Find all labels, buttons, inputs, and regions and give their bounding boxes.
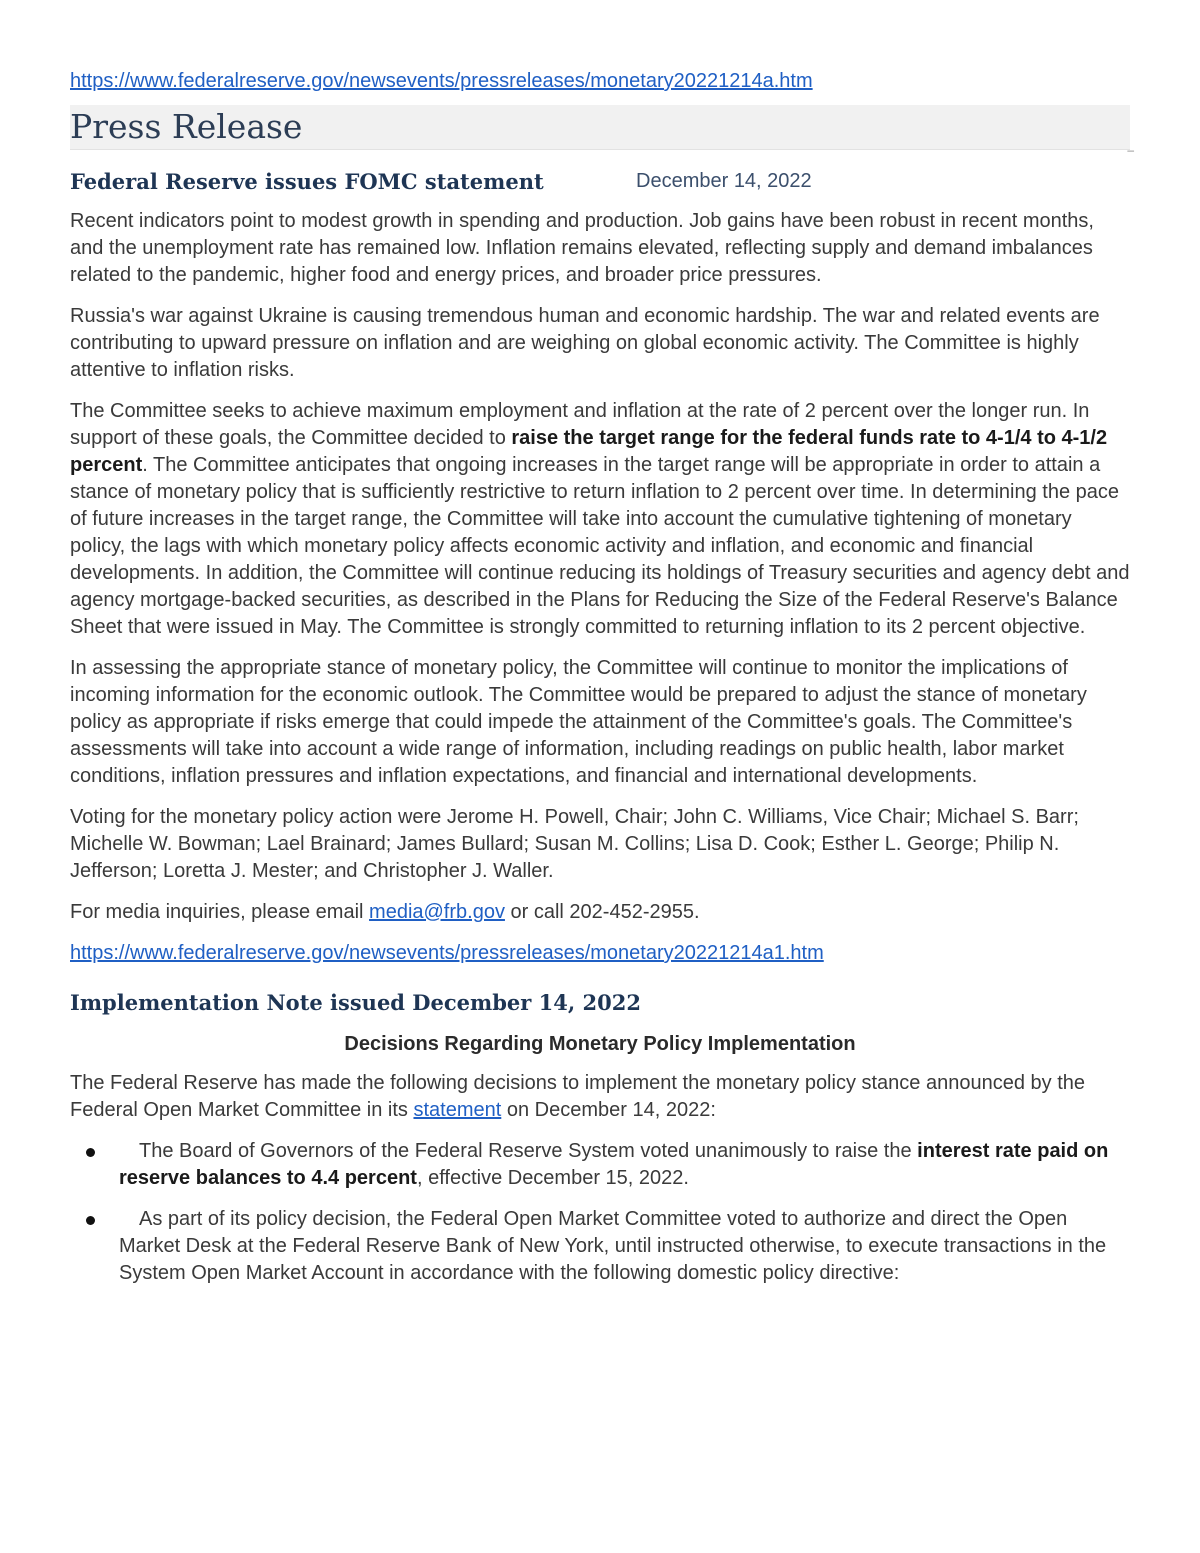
media-email-link[interactable]: media@frb.gov [369, 901, 505, 923]
impl-intro-b: on December 14, 2022: [501, 1099, 716, 1121]
media-text-b: or call 202-452-2955. [504, 901, 700, 923]
title-bar [70, 105, 1134, 157]
paragraph-1: Recent indicators point to modest growth in spending and production. Job gains have been robust in recent months, and the unemployment rate has remained low. Inflation remains elevated, reflecting supply and demand imbalances related to the pandemic, higher food and energy prices, and broader price pressures. [70, 210, 1094, 286]
bullet1-text-a: The Board of Governors of the Federal Reserve System voted unanimously to raise the [139, 1140, 918, 1162]
impl-intro-a: The Federal Reserve has made the following decisions to implement the monetary policy stance announced by the Federal Open Market Committee in its [70, 1072, 1086, 1121]
p3-bold: raise the target range for the federal funds rate to 4-1/4 to 4-1/2 percent [70, 427, 1108, 476]
p3-text-a: The Committee seeks to achieve maximum employment and inflation at the rate of 2 percent over the longer run. In support of these goals, the Committee decided to [70, 400, 1090, 449]
implementation-intro [70, 1070, 1130, 1124]
release-date: December 14, 2022 [636, 170, 812, 192]
p3-text-b: . The Committee anticipates that ongoing increases in the target range will be appropriate in order to attain a stance of monetary policy that is sufficiently restrictive to return inflation to 2 percent over time. In determining the pace of future increases in the target range, the Committee will take into account the cumulative tightening of monetary policy, the lags with which monetary policy affects economic activity and inflation, and economic and financial developments. In addition, the Committee will continue reducing its holdings of Treasury securities and agency debt and agency mortgage-backed securities, as described in the Plans for Reducing the Size of the Federal Reserve's Balance Sheet that were issued in May. The Committee is strongly committed to returning inflation to its 2 percent objective. [70, 454, 1130, 638]
title-bar-dash: – [1127, 143, 1134, 157]
bullet1-text-b: , effective December 15, 2022. [416, 1167, 689, 1189]
headline-row [70, 164, 1130, 196]
statement-link[interactable]: statement [413, 1099, 502, 1121]
media-text-a: For media inquiries, please email [70, 901, 370, 923]
media-paragraph [70, 899, 1130, 926]
decision-list [70, 1138, 1130, 1287]
paragraph-2: Russia's war against Ukraine is causing tremendous human and economic hardship. The war and related events are contributing to upward pressure on inflation and are weighing on global economic activity. The Committee is highly attentive to inflation risks. [70, 305, 1100, 381]
top-link[interactable]: https://www.federalreserve.gov/newsevents/pressreleases/monetary20221214a.htm [70, 70, 813, 92]
bullet1-text [119, 1140, 1108, 1189]
second-link-paragraph [70, 940, 1130, 967]
document [70, 68, 1134, 1301]
bullet2-text [119, 1208, 1106, 1284]
page-title: Press Release [70, 107, 303, 146]
bullet-icon [86, 1216, 95, 1225]
paragraph-4: In assessing the appropriate stance of monetary policy, the Committee will continue to monitor the implications of incoming information for the economic outlook. The Committee would be prepared to adjust the stance of monetary policy as appropriate if risks emerge that could impede the attainment of the Committee's goals. The Committee's assessments will take into account a wide range of information, including readings on public health, labor market conditions, inflation pressures and inflation expectations, and financial and international developments. [70, 657, 1087, 787]
list-item [70, 1206, 1130, 1287]
decisions-heading: Decisions Regarding Monetary Policy Implementation [344, 1033, 856, 1055]
list-item [70, 1138, 1130, 1192]
headline: Federal Reserve issues FOMC statement [70, 169, 544, 194]
bullet-icon [86, 1148, 95, 1157]
paragraph-3 [70, 398, 1130, 641]
paragraph-5: Voting for the monetary policy action were Jerome H. Powell, Chair; John C. Williams, Vice Chair; Michael S. Barr; Michelle W. Bowman; Lael Brainard; James Bullard; Susan M. Collins; Lisa D. Cook; Esther L. George; Philip N. Jefferson; Loretta J. Mester; and Christopher J. Waller. [70, 806, 1079, 882]
bullet1-bold: interest rate paid on reserve balances to 4.4 percent [119, 1140, 1109, 1189]
implementation-heading: Implementation Note issued December 14, 2022 [70, 990, 641, 1015]
second-link[interactable]: https://www.federalreserve.gov/newsevents/pressreleases/monetary20221214a1.htm [70, 942, 824, 964]
bullet2-text-body: As part of its policy decision, the Federal Open Market Committee voted to authorize and direct the Open Market Desk at the Federal Reserve Bank of New York, until instructed otherwise, to execute transactions in the System Open Market Account in accordance with the following domestic policy directive: [119, 1208, 1107, 1284]
